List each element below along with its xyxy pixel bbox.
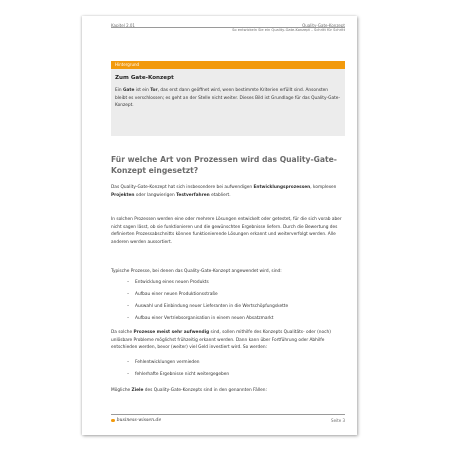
site-logo <box>111 418 161 423</box>
paragraph-goals: Mögliche Ziele des Quality-Gate-Konzepts sind in den genannten Fällen: <box>111 388 267 393</box>
list-item: – Auswahl und Einbindung neuer Lieferanten in die Wertschöpfungskette <box>127 304 289 309</box>
logo-dot-icon <box>111 419 115 423</box>
paragraph-processes: In solchen Prozessen werden eine oder mehrere Lösungen entwickelt oder getestet, für die sich vorab aber nicht sagen lässt, ob sie funktionieren und die gewünschten Ergebnisse liefern. Durch die Bewertung des definierten Prozessabschnitts können funktionierende Lösungen erkannt und weiterverfolgt werden. Alle anderen werden aussortiert. <box>111 217 342 245</box>
list-item: – Entwicklung eines neuen Produkts <box>127 280 209 285</box>
document-page <box>82 16 357 435</box>
box-label: Hintergrund <box>111 61 345 69</box>
paragraph-effort: Da solche Prozesse meist sehr aufwendig sind, sollen mithilfe des Konzepts Qualitäts- oder (noch) unlösbare Probleme möglichst frühzeitig erkannt werden. Dann kann über Fortführung oder Abhilfe entschieden werden, bevor (weiter) viel Geld investiert wird. So werden: <box>111 330 331 351</box>
background-info-box <box>111 61 345 136</box>
paragraph-intro: Das Quality-Gate-Konzept hat sich insbesondere bei aufwendigen Entwicklungsprozessen, komplexen Projekten oder langwierigen Testverfahren etabliert. <box>111 185 337 198</box>
box-title: Zum Gate-Konzept <box>115 75 174 81</box>
paragraph-typical: Typische Prozesse, bei denen das Quality-Gate-Konzept angewendet wird, sind: <box>111 269 282 274</box>
list-item: – Aufbau einer neuen Produktionsstraße <box>127 292 218 297</box>
logo-text: business-wissen.de <box>116 418 162 423</box>
page-number: Seite 3 <box>331 418 345 423</box>
chapter-label: Kapitel 2.01 <box>111 23 135 28</box>
footer-divider <box>111 414 345 415</box>
box-text: Ein Gate ist ein Tor, das erst dann geöffnet wird, wenn bestimmte Kriterien erfüllt sind. Ansonsten bleibt es verschlossen; es geht an der Stelle nicht weiter. Dieses Bild ist Grundlage für das Quality-Gate-Konzept. <box>115 88 340 109</box>
list-item: – Fehlentwicklungen vermieden <box>127 360 200 365</box>
list-item: – fehlerhafte Ergebnisse nicht weitergegeben <box>127 372 230 377</box>
document-subtitle: So entwickeln Sie ein Quality-Gate-Konzept – Schritt für Schritt <box>232 28 345 32</box>
section-heading: Für welche Art von Prozessen wird das Quality-Gate-Konzept eingesetzt? <box>111 155 337 175</box>
list-item: – Aufbau einer Vertriebsorganisation in einem neuen Absatzmarkt <box>127 316 274 321</box>
document-title: Quality-Gate-Konzept <box>302 23 345 28</box>
